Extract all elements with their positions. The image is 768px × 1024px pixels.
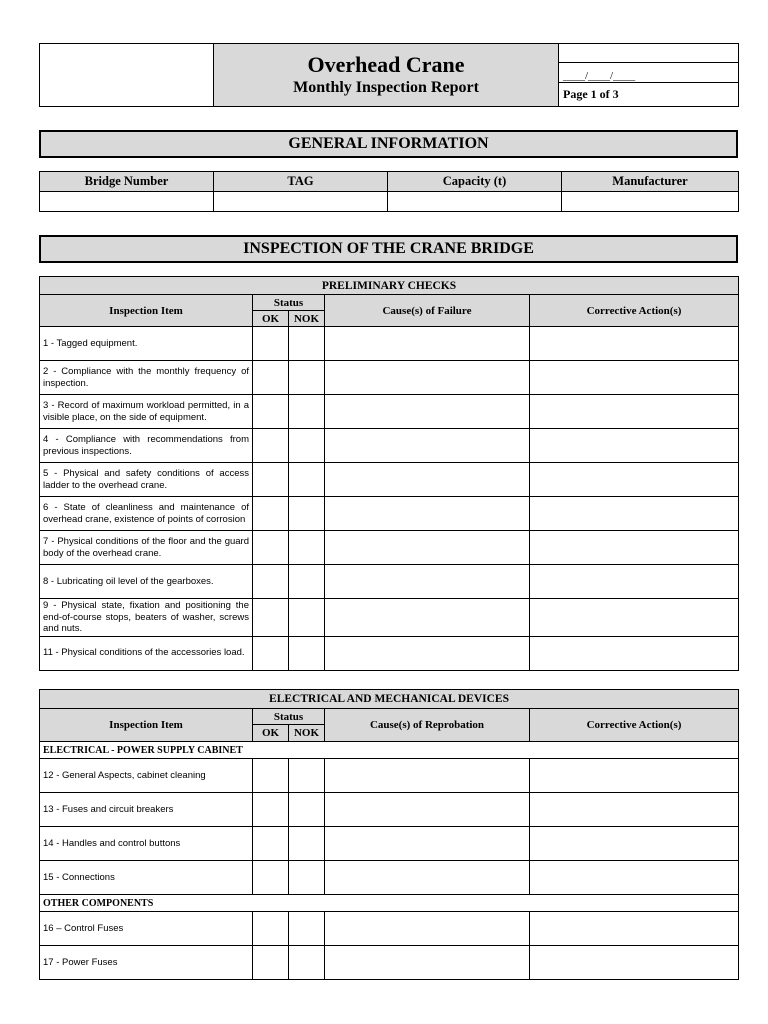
col-corrective-action: Corrective Action(s) — [530, 709, 739, 742]
nok-checkbox[interactable] — [289, 429, 325, 463]
table-row — [40, 565, 739, 599]
action-field[interactable] — [530, 429, 739, 463]
cause-field[interactable] — [325, 946, 530, 980]
report-header — [39, 43, 739, 107]
nok-checkbox[interactable] — [289, 861, 325, 895]
inspection-item: 1 - Tagged equipment. — [40, 327, 253, 361]
inspection-item: 15 - Connections — [40, 861, 253, 895]
nok-checkbox[interactable] — [289, 636, 325, 670]
action-field[interactable] — [530, 827, 739, 861]
general-information-banner: GENERAL INFORMATION — [39, 130, 738, 158]
cause-field[interactable] — [325, 531, 530, 565]
col-status: Status — [253, 709, 325, 725]
nok-checkbox[interactable] — [289, 361, 325, 395]
col-cause: Cause(s) of Reprobation — [325, 709, 530, 742]
ok-checkbox[interactable] — [253, 599, 289, 637]
group-power-supply-cabinet: ELECTRICAL - POWER SUPPLY CABINET — [40, 742, 739, 759]
inspection-item: 9 - Physical state, fixation and positioning the end-of-course stops, beaters of washer, screws and nuts. — [40, 599, 253, 637]
col-ok: OK — [253, 725, 289, 742]
table-row — [40, 497, 739, 531]
nok-checkbox[interactable] — [289, 946, 325, 980]
nok-checkbox[interactable] — [289, 565, 325, 599]
nok-checkbox[interactable] — [289, 912, 325, 946]
nok-checkbox[interactable] — [289, 395, 325, 429]
cause-field[interactable] — [325, 636, 530, 670]
manufacturer-field[interactable] — [562, 192, 739, 212]
table-row — [40, 759, 739, 793]
nok-checkbox[interactable] — [289, 793, 325, 827]
inspection-item: 6 - State of cleanliness and maintenance of overhead crane, existence of points of corrosion — [40, 497, 253, 531]
date-field[interactable]: ____/____/____ — [559, 62, 739, 82]
electrical-mechanical-title: ELECTRICAL AND MECHANICAL DEVICES — [40, 690, 739, 709]
table-row — [40, 327, 739, 361]
ok-checkbox[interactable] — [253, 429, 289, 463]
cause-field[interactable] — [325, 429, 530, 463]
ok-checkbox[interactable] — [253, 565, 289, 599]
cause-field[interactable] — [325, 395, 530, 429]
cause-field[interactable] — [325, 912, 530, 946]
group-other-components: OTHER COMPONENTS — [40, 895, 739, 912]
table-row — [40, 636, 739, 670]
inspection-item: 13 - Fuses and circuit breakers — [40, 793, 253, 827]
preliminary-checks-title: PRELIMINARY CHECKS — [40, 277, 739, 295]
header-blank-cell — [559, 44, 739, 63]
ok-checkbox[interactable] — [253, 636, 289, 670]
table-row — [40, 861, 739, 895]
nok-checkbox[interactable] — [289, 497, 325, 531]
col-tag: TAG — [214, 172, 388, 192]
tag-field[interactable] — [214, 192, 388, 212]
ok-checkbox[interactable] — [253, 759, 289, 793]
ok-checkbox[interactable] — [253, 497, 289, 531]
action-field[interactable] — [530, 531, 739, 565]
col-nok: NOK — [289, 311, 325, 327]
inspection-item: 11 - Physical conditions of the accessories load. — [40, 636, 253, 670]
table-row — [40, 463, 739, 497]
inspection-item: 8 - Lubricating oil level of the gearboxes. — [40, 565, 253, 599]
cause-field[interactable] — [325, 361, 530, 395]
col-inspection-item: Inspection Item — [40, 295, 253, 327]
preliminary-checks-table — [39, 276, 739, 671]
page-number: Page 1 of 3 — [559, 82, 739, 106]
nok-checkbox[interactable] — [289, 531, 325, 565]
inspection-item: 14 - Handles and control buttons — [40, 827, 253, 861]
col-inspection-item: Inspection Item — [40, 709, 253, 742]
title-block — [214, 44, 559, 107]
action-field[interactable] — [530, 793, 739, 827]
ok-checkbox[interactable] — [253, 861, 289, 895]
table-row — [40, 429, 739, 463]
ok-checkbox[interactable] — [253, 946, 289, 980]
col-bridge-number: Bridge Number — [40, 172, 214, 192]
table-row — [40, 395, 739, 429]
nok-checkbox[interactable] — [289, 827, 325, 861]
table-row — [40, 599, 739, 637]
cause-field[interactable] — [325, 861, 530, 895]
inspection-item: 3 - Record of maximum workload permitted, in a visible place, on the side of equipment. — [40, 395, 253, 429]
ok-checkbox[interactable] — [253, 361, 289, 395]
table-row — [40, 361, 739, 395]
table-row — [40, 827, 739, 861]
cause-field[interactable] — [325, 327, 530, 361]
action-field[interactable] — [530, 912, 739, 946]
action-field[interactable] — [530, 759, 739, 793]
table-row — [40, 946, 739, 980]
cause-field[interactable] — [325, 827, 530, 861]
logo-box — [40, 44, 214, 107]
ok-checkbox[interactable] — [253, 327, 289, 361]
action-field[interactable] — [530, 361, 739, 395]
nok-checkbox[interactable] — [289, 463, 325, 497]
cause-field[interactable] — [325, 497, 530, 531]
ok-checkbox[interactable] — [253, 827, 289, 861]
table-row — [40, 912, 739, 946]
ok-checkbox[interactable] — [253, 912, 289, 946]
general-information-table — [39, 171, 739, 212]
col-nok: NOK — [289, 725, 325, 742]
action-field[interactable] — [530, 946, 739, 980]
action-field[interactable] — [530, 599, 739, 637]
action-field[interactable] — [530, 327, 739, 361]
bridge-number-field[interactable] — [40, 192, 214, 212]
ok-checkbox[interactable] — [253, 531, 289, 565]
table-row — [40, 793, 739, 827]
report-title: Overhead Crane — [307, 52, 465, 77]
action-field[interactable] — [530, 497, 739, 531]
action-field[interactable] — [530, 636, 739, 670]
report-subtitle: Monthly Inspection Report — [293, 79, 479, 96]
cause-field[interactable] — [325, 759, 530, 793]
col-capacity: Capacity (t) — [388, 172, 562, 192]
ok-checkbox[interactable] — [253, 463, 289, 497]
ok-checkbox[interactable] — [253, 395, 289, 429]
cause-field[interactable] — [325, 599, 530, 637]
action-field[interactable] — [530, 565, 739, 599]
cause-field[interactable] — [325, 565, 530, 599]
action-field[interactable] — [530, 463, 739, 497]
inspection-item: 7 - Physical conditions of the floor and the guard body of the overhead crane. — [40, 531, 253, 565]
col-corrective-action: Corrective Action(s) — [530, 295, 739, 327]
inspection-item: 5 - Physical and safety conditions of access ladder to the overhead crane. — [40, 463, 253, 497]
inspection-item: 2 - Compliance with the monthly frequency of inspection. — [40, 361, 253, 395]
col-manufacturer: Manufacturer — [562, 172, 739, 192]
nok-checkbox[interactable] — [289, 327, 325, 361]
table-row — [40, 531, 739, 565]
crane-bridge-banner: INSPECTION OF THE CRANE BRIDGE — [39, 235, 738, 263]
nok-checkbox[interactable] — [289, 759, 325, 793]
action-field[interactable] — [530, 861, 739, 895]
action-field[interactable] — [530, 395, 739, 429]
capacity-field[interactable] — [388, 192, 562, 212]
inspection-item: 12 - General Aspects, cabinet cleaning — [40, 759, 253, 793]
col-status: Status — [253, 295, 325, 311]
ok-checkbox[interactable] — [253, 793, 289, 827]
cause-field[interactable] — [325, 463, 530, 497]
col-cause: Cause(s) of Failure — [325, 295, 530, 327]
inspection-item: 4 - Compliance with recommendations from previous inspections. — [40, 429, 253, 463]
inspection-item: 16 – Control Fuses — [40, 912, 253, 946]
electrical-mechanical-table — [39, 689, 739, 980]
nok-checkbox[interactable] — [289, 599, 325, 637]
col-ok: OK — [253, 311, 289, 327]
cause-field[interactable] — [325, 793, 530, 827]
inspection-item: 17 - Power Fuses — [40, 946, 253, 980]
